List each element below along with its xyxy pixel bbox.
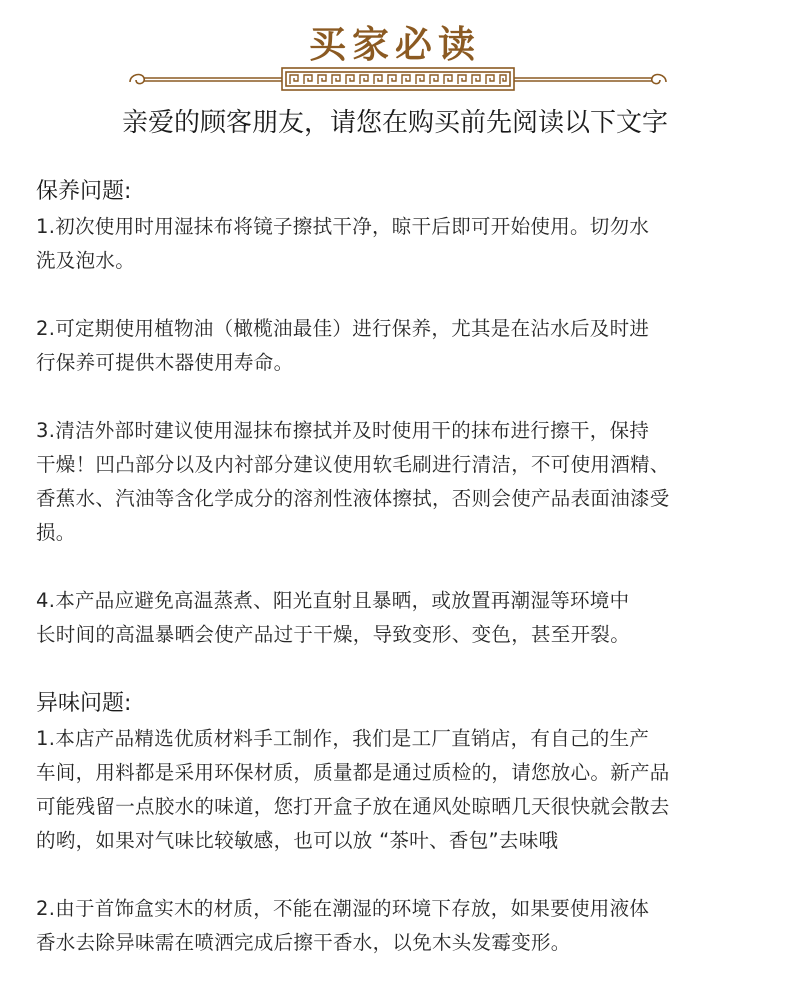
paragraph-line: 1.初次使用时用湿抹布将镜子擦拭干净，晾干后即可开始使用。切勿水	[36, 215, 650, 238]
paragraph-line: 的哟，如果对气味比较敏感，也可以放 “茶叶、香包”去味哦	[36, 829, 559, 852]
paragraph	[36, 722, 760, 858]
paragraph-line: 洗及泡水。	[36, 249, 136, 272]
paragraph-line: 车间，用料都是采用环保材质，质量都是通过质检的，请您放心。新产品	[36, 761, 670, 784]
section-heading: 保养问题:	[36, 179, 132, 204]
paragraph	[36, 312, 760, 380]
section-heading: 异味问题:	[36, 691, 132, 716]
paragraph-line: 长时间的高温暴晒会使产品过于干燥，导致变形、变色，甚至开裂。	[36, 623, 631, 646]
paragraph-line: 3.清洁外部时建议使用湿抹布擦拭并及时使用干的抹布进行擦干，保持	[36, 419, 650, 442]
header	[0, 0, 790, 138]
paragraph-line: 香蕉水、汽油等含化学成分的溶剂性液体擦拭，否则会使产品表面油漆受	[36, 487, 670, 510]
paragraph-line: 4.本产品应避免高温蒸煮、阳光直射且暴晒，或放置再潮湿等环境中	[36, 589, 630, 612]
paragraph-line: 香水去除异味需在喷洒完成后擦干香水，以免木头发霉变形。	[36, 931, 571, 954]
paragraph	[36, 414, 760, 550]
paragraph-line: 2.可定期使用植物油（橄榄油最佳）进行保养，尤其是在沾水后及时进	[36, 317, 650, 340]
paragraph-line: 损。	[36, 521, 76, 544]
paragraph-line: 2.由于首饰盒实木的材质，不能在潮湿的环境下存放，如果要使用液体	[36, 897, 650, 920]
notice-content	[36, 174, 760, 960]
fret-ornament-divider	[126, 62, 670, 94]
page-subtitle: 亲爱的顾客朋友，请您在购买前先阅读以下文字	[121, 108, 668, 138]
section-maintenance	[36, 174, 760, 652]
paragraph-line: 1.本店产品精选优质材料手工制作，我们是工厂直销店，有自己的生产	[36, 727, 650, 750]
paragraph-line: 可能残留一点胶水的味道，您打开盒子放在通风处晾晒几天很快就会散去	[36, 795, 670, 818]
paragraph	[36, 892, 760, 960]
paragraph	[36, 584, 760, 652]
paragraph-line: 干燥！凹凸部分以及内衬部分建议使用软毛刷进行清洁，不可使用酒精、	[36, 453, 670, 476]
page-title: 买家必读	[309, 22, 481, 66]
section-odor	[36, 686, 760, 960]
paragraph	[36, 210, 760, 278]
paragraph-line: 行保养可提供木器使用寿命。	[36, 351, 294, 374]
